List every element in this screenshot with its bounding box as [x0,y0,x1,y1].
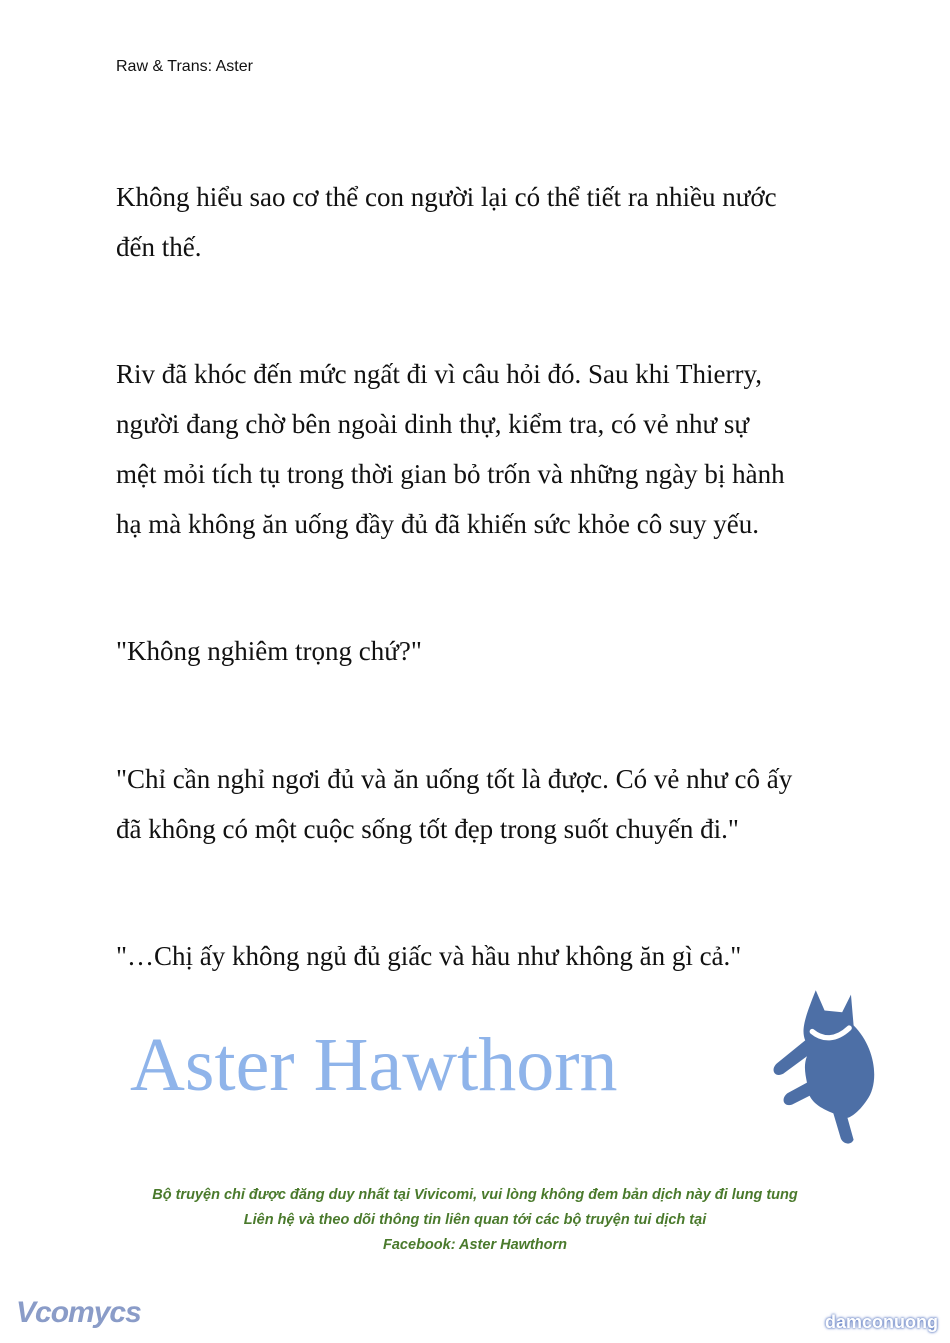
text-line: "Chỉ cần nghỉ ngơi đủ và ăn uống tốt là được. Có vẻ như cô ấy [116,764,793,794]
paragraph-3 [116,626,422,676]
text-line: đến thế. [116,232,202,262]
text-line: người đang chờ bên ngoài dinh thự, kiểm tra, có vẻ như sự [116,409,749,439]
paragraph-2 [116,349,785,549]
text-line: đã không có một cuộc sống tốt đẹp trong suốt chuyến đi." [116,814,739,844]
text-line: Không hiểu sao cơ thể con người lại có thể tiết ra nhiều nước [116,182,777,212]
text-line: Riv đã khóc đến mức ngất đi vì câu hỏi đó. Sau khi Thierry, [116,359,763,389]
footer-facebook: Facebook: Aster Hawthorn [383,1237,567,1253]
damconuong-logo: damconuong [825,1312,938,1332]
paragraph-4 [116,754,792,854]
cat-silhouette-icon [770,985,880,1145]
vcomycs-logo: Vcomycs [16,1296,141,1329]
paragraph-5 [116,931,741,981]
watermark-text: Aster Hawthorn [130,1023,618,1107]
page-header: Raw & Trans: Aster [116,58,253,75]
paragraph-1 [116,172,777,272]
text-line: mệt mỏi tích tụ trong thời gian bỏ trốn và những ngày bị hành [116,459,785,489]
footer-notice: Bộ truyện chỉ được đăng duy nhất tại Vivicomi, vui lòng không đem bản dịch này đi lung tung [152,1187,798,1203]
footer-contact: Liên hệ và theo dõi thông tin liên quan tới các bộ truyện tui dịch tại [243,1212,707,1228]
text-line: "Không nghiêm trọng chứ?" [116,636,422,666]
text-line: hạ mà không ăn uống đầy đủ đã khiến sức khỏe cô suy yếu. [116,509,759,539]
text-line: "…Chị ấy không ngủ đủ giấc và hầu như không ăn gì cả." [116,941,742,971]
